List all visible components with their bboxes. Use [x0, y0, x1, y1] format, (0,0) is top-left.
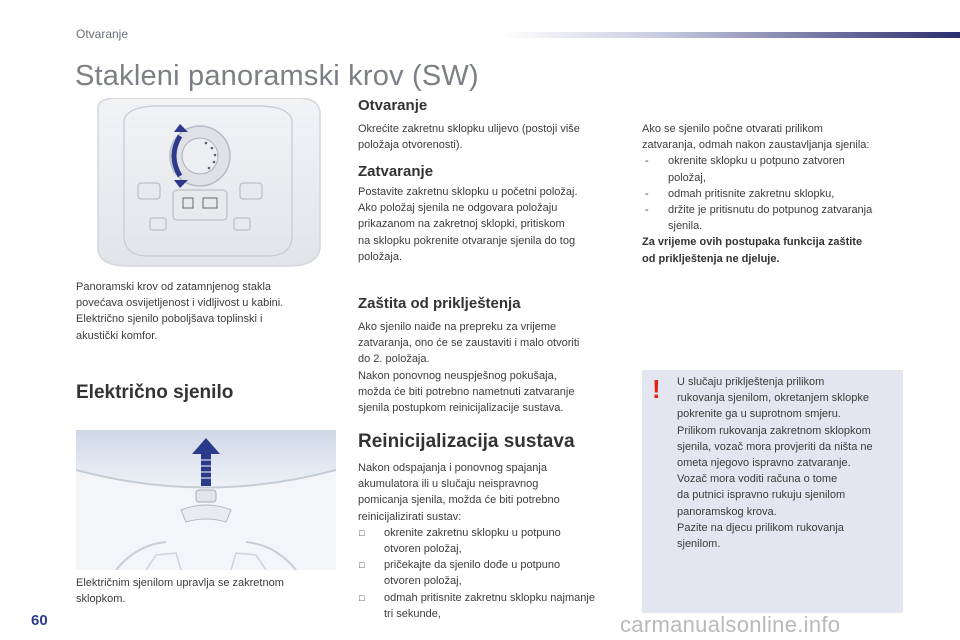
heading-reinitialisation: Reinicijalizacija sustava	[358, 431, 575, 452]
heading-closing: Zatvaranje	[358, 163, 434, 180]
text-line: - držite je pritisnutu do potpunog zatvaranja	[668, 204, 873, 217]
closing-paragraph	[358, 184, 623, 265]
text-line: □ pričekajte da sjenilo dođe u potpuno	[384, 559, 561, 572]
section-label: Otvaranje	[76, 27, 129, 41]
text-line: Prilikom rukovanja zakretnom sklopkom	[677, 424, 871, 437]
text-line: na sklopku pokrenite otvaranje sjenila do tog	[358, 234, 576, 247]
page-number: 60	[31, 612, 48, 629]
opening-paragraph	[358, 121, 623, 153]
text-line: Pazite na djecu prilikom rukovanja	[677, 521, 844, 534]
text-line: Za vrijeme ovih postupaka funkcija zaštite	[642, 236, 863, 249]
reopen-steps	[642, 153, 907, 234]
text-line: Panoramski krov od zatamnjenog stakla	[76, 281, 272, 293]
text-line: tri sekunde,	[384, 607, 441, 620]
text-line: otvoren položaj,	[384, 575, 462, 588]
text-line: Električnim sjenilom upravlja se zakretnom	[76, 577, 284, 589]
intro-paragraph	[76, 279, 316, 344]
rotary-switch-illustration	[88, 98, 328, 268]
text-line: prikazanom na zakretnoj sklopki, pritiskom	[358, 218, 565, 231]
heading-electric-blind: Električno sjenilo	[76, 382, 234, 403]
text-line: □ odmah pritisnite zakretnu sklopku najmanje	[384, 591, 595, 604]
reopen-paragraph	[642, 121, 907, 267]
watermark: carmanualsonline.info	[620, 612, 841, 637]
anti-pinch-paragraph	[358, 319, 623, 416]
text-line: zatvaranja, odmah nakon zaustavljanja sjenila:	[642, 139, 870, 152]
text-line: možda će biti potrebno nametnuti zatvaranje	[358, 385, 575, 398]
text-line: Postavite zakretnu sklopku u početni položaj.	[358, 186, 578, 198]
text-line: Nakon odspajanja i ponovnog spajanja	[358, 462, 547, 474]
reinitialisation-paragraph	[358, 460, 628, 622]
heading-anti-pinch: Zaštita od priklještenja	[358, 295, 521, 312]
text-line: da putnici ispravno rukuju sjenilom	[677, 489, 846, 502]
list-item	[358, 557, 628, 589]
panoramic-roof-illustration	[76, 430, 336, 570]
text-line: sjenila.	[668, 220, 703, 233]
text-line: Električno sjenilo poboljšava toplinski i	[76, 313, 263, 326]
text-line: Ako položaj sjenila ne odgovara položaju	[358, 202, 558, 215]
text-line: rukovanja sjenilom, okretanjem sklopke	[677, 392, 869, 405]
text-line: akumulatora ili u slučaju neispravnog	[358, 478, 539, 491]
text-line: sklopkom.	[76, 593, 126, 606]
list-item	[642, 186, 907, 202]
text-line: sjenila, vozač mora provjeriti da ništa ne	[677, 440, 873, 453]
list-item	[642, 202, 907, 234]
text-line: pokrenite ga u suprotnom smjeru.	[677, 408, 841, 421]
text-line: Ako se sjenilo počne otvarati prilikom	[642, 123, 823, 135]
text-line: položaja.	[358, 250, 403, 263]
text-line: Okrećite zakretnu sklopku ulijevo (postoji više	[358, 123, 580, 135]
text-line: do 2. položaja.	[358, 353, 430, 366]
text-line: povećava osvijetljenost i vidljivost u kabini.	[76, 297, 284, 310]
text-line: Vozač mora voditi računa o tome	[677, 473, 838, 486]
page-title: Stakleni panoramski krov (SW)	[75, 60, 479, 92]
list-item	[358, 590, 628, 622]
warning-icon: !	[652, 374, 661, 404]
text-line: panoramskog krova.	[677, 505, 777, 518]
text-line: položaja otvorenosti).	[358, 139, 463, 152]
text-line: od priklještenja ne djeluje.	[642, 252, 780, 265]
list-item	[358, 525, 628, 557]
text-line: reinicijalizirati sustav:	[358, 510, 462, 523]
bold-note	[642, 234, 907, 266]
heading-opening: Otvaranje	[358, 97, 428, 114]
text-line: U slučaju priklještenja prilikom	[677, 376, 825, 388]
text-line: otvoren položaj,	[384, 543, 462, 556]
text-line: zatvaranja, ono će se zaustaviti i malo otvoriti	[358, 337, 580, 350]
header-bar	[500, 32, 960, 38]
warning-text	[677, 374, 902, 552]
text-line: sjenila postupkom reinicijalizacije sustava.	[358, 402, 564, 415]
text-line: položaj,	[668, 171, 706, 184]
text-line: Nakon ponovnog neuspješnog pokušaja,	[358, 369, 557, 382]
text-line: - odmah pritisnite zakretnu sklopku,	[668, 187, 835, 200]
text-line: pomicanja sjenila, možda će biti potrebno	[358, 494, 560, 507]
text-line: sjenilom.	[677, 538, 721, 551]
caption-paragraph	[76, 575, 326, 607]
list-item	[642, 153, 907, 185]
reinitialisation-steps	[358, 525, 628, 622]
text-line: □ okrenite zakretnu sklopku u potpuno	[384, 526, 561, 539]
text-line: - okrenite sklopku u potpuno zatvoren	[668, 155, 845, 168]
text-line: akustički komfor.	[76, 329, 158, 342]
text-line: ometa njegovo ispravno zatvaranje.	[677, 457, 851, 470]
text-line: Ako sjenilo naiđe na prepreku za vrijeme	[358, 321, 557, 333]
